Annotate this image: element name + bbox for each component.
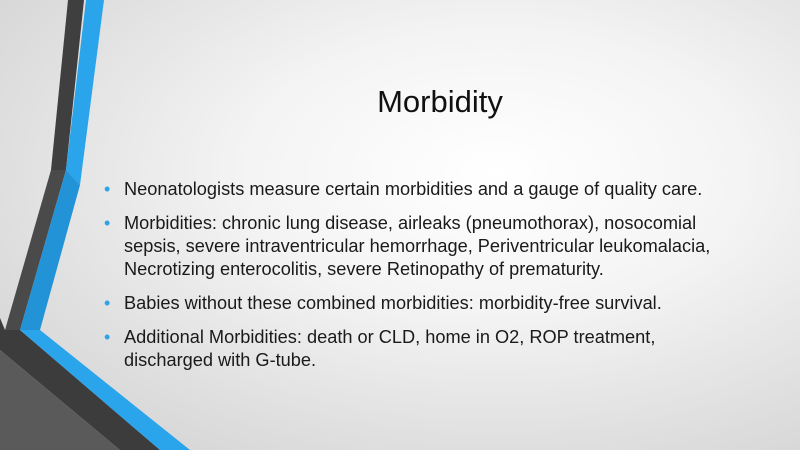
bullet-dot-icon: • [104,293,111,313]
bullet-text: Neonatologists measure certain morbidities and a gauge of quality care. [124,179,703,199]
bullet-item [104,326,724,372]
bullet-dot-icon: • [104,327,111,347]
bullet-text: Additional Morbidities: death or CLD, home in O2, ROP treatment, discharged with G-tube. [124,327,656,370]
bullet-text: Morbidities: chronic lung disease, airleaks (pneumothorax), nosocomial sepsis, severe intraventricular hemorrhage, Periventricular leukomalacia, Necrotizing enterocolitis, severe Retinopathy of prematurity. [124,213,711,279]
bullet-item [104,212,724,281]
bullet-item [104,178,724,201]
bullet-dot-icon: • [104,179,111,199]
bullet-item [104,292,724,315]
slide-title: Morbidity [377,84,503,119]
bullet-text: Babies without these combined morbidities: morbidity-free survival. [124,293,662,313]
bullet-list [104,178,724,383]
bullet-dot-icon: • [104,213,111,233]
